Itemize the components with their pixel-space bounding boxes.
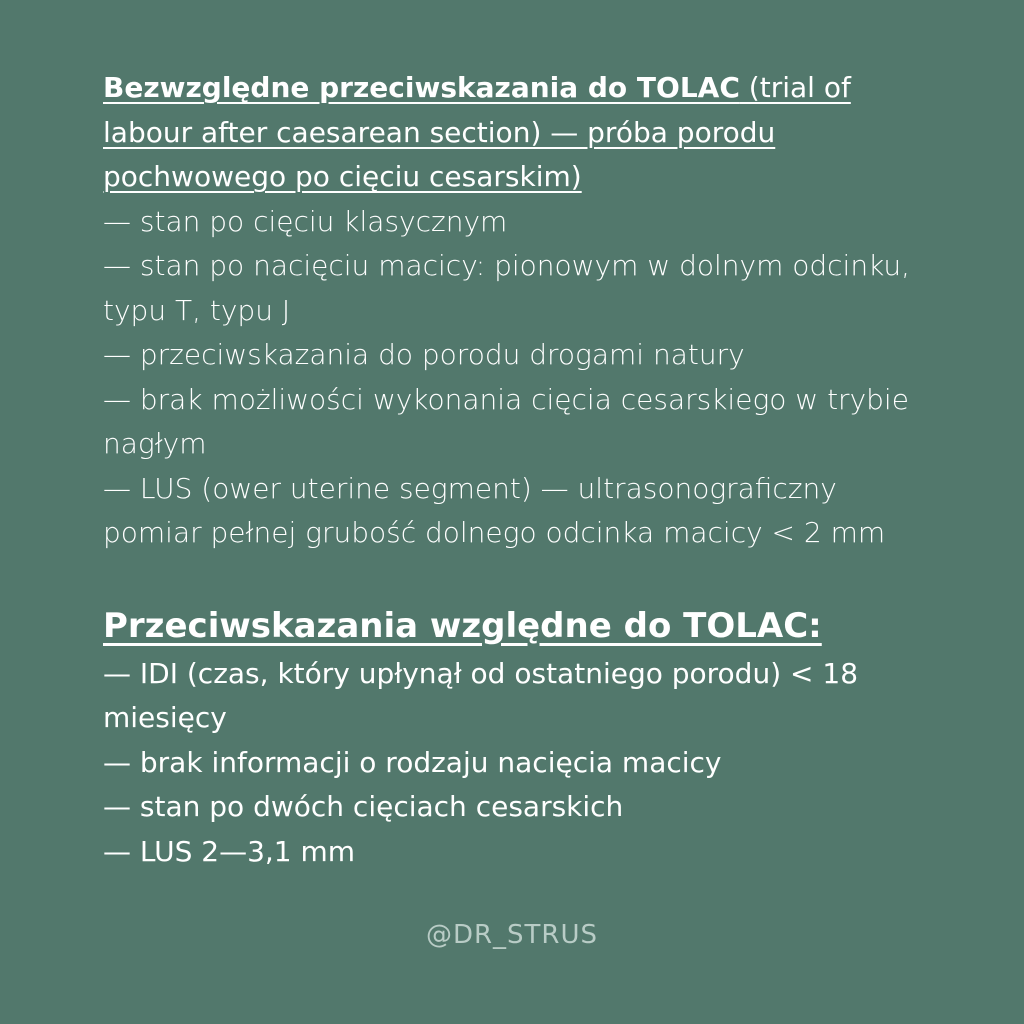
list-item: — stan po dwóch cięciach cesarskich (103, 790, 624, 823)
list-item: — brak informacji o rodzaju nacięcia macicy (103, 745, 722, 779)
list-item: — LUS (ower uterine segment) — ultrasonograficzny pomiar pełnej grubość dolnego odcinka macicy < 2 mm (103, 471, 886, 549)
list-item: — stan po cięciu klasycznym (103, 204, 508, 238)
list-item: — stan po nacięciu macicy: pionowym w dolnym odcinku, typu T, typu J (103, 249, 911, 327)
list-item: — przeciwskazania do porodu drogami natury (103, 338, 745, 371)
relative-contraindications-section (103, 600, 923, 875)
list-item: — IDI (czas, który upłynął od ostatniego porodu) < 18 miesięcy (103, 656, 859, 734)
content (103, 66, 923, 874)
list-item: — LUS 2—3,1 mm (103, 834, 356, 868)
absolute-heading-rest: (trial of labour after caesarean section) — próba porodu pochwowego po cięciu cesarskim) (103, 71, 851, 193)
author-handle: @DR_STRUS (425, 920, 599, 950)
absolute-heading-bold: Bezwzględne przeciwskazania do TOLAC (103, 71, 740, 104)
list-item: — brak możliwości wykonania cięcia cesarskiego w trybie nagłym (103, 382, 909, 460)
absolute-contraindications-heading (103, 66, 923, 200)
relative-contraindications-heading: Przeciwskazania względne do TOLAC: (103, 605, 822, 646)
absolute-contraindications-section (103, 66, 923, 556)
